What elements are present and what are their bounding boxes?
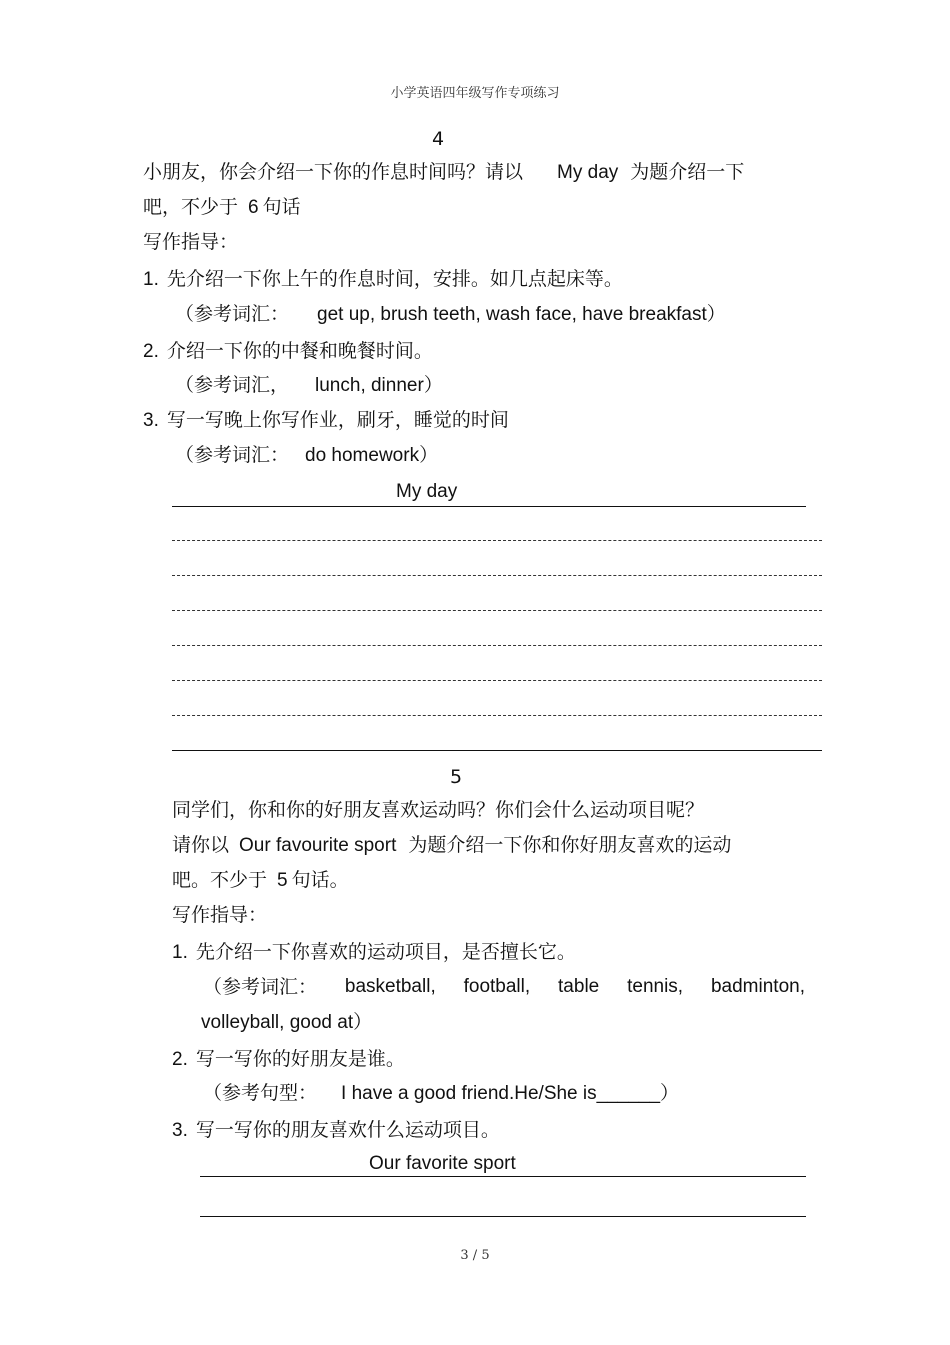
- section-4-item-1-ref: [175, 302, 726, 327]
- writing-line[interactable]: [172, 540, 822, 541]
- ref-word: basketball,: [344, 976, 436, 997]
- section-5-guide-label: 写作指导：: [172, 904, 268, 926]
- prompt-title: Our favourite sport: [239, 835, 397, 856]
- item-number: 1.: [143, 269, 159, 290]
- writing-line[interactable]: [200, 1216, 806, 1217]
- item-number: 3.: [143, 410, 159, 431]
- prompt-text: 为题介绍一下你和你好朋友喜欢的运动: [408, 834, 732, 856]
- item-text: 介绍一下你的中餐和晚餐时间。: [166, 340, 433, 362]
- item-number: 3.: [172, 1120, 188, 1141]
- item-text: 写一写晚上你写作业，刷牙，睡觉的时间: [166, 409, 509, 431]
- writing-line[interactable]: [172, 645, 822, 646]
- writing-line[interactable]: [172, 575, 822, 576]
- item-number: 1.: [172, 942, 188, 963]
- prompt-text: 为题介绍一下: [630, 161, 745, 183]
- ref-word: badminton,: [710, 976, 805, 997]
- section-4-item-2-ref: [175, 373, 443, 398]
- prompt-text: 句话。: [291, 869, 349, 891]
- prompt-text: 小朋友，你会介绍一下你的作息时间吗？请以: [143, 161, 524, 183]
- section-4-prompt-line-2: [143, 195, 301, 220]
- writing-line[interactable]: [172, 680, 822, 681]
- section-4-item-3: [143, 408, 509, 433]
- page-header: 小学英语四年级写作专项练习: [390, 86, 560, 101]
- section-5-item-2: [172, 1047, 405, 1072]
- section-4-item-3-ref: [175, 443, 438, 468]
- section-4-number: 4: [432, 128, 445, 150]
- item-text: 写一写你的好朋友是谁。: [195, 1048, 405, 1070]
- prompt-text: 吧，不少于: [143, 196, 239, 218]
- title-underline: [200, 1176, 806, 1177]
- section-5-prompt-line-1: 同学们，你和你的好朋友喜欢运动吗？你们会什么运动项目呢？: [172, 799, 705, 821]
- section-4-guide-label: 写作指导：: [143, 231, 239, 253]
- ref-label: （参考词汇，: [175, 374, 290, 396]
- section-5-item-2-ref: [203, 1081, 679, 1106]
- prompt-title: My day: [557, 162, 619, 183]
- section-5-prompt-line-3: [172, 868, 349, 893]
- prompt-text: 吧。不少于: [172, 869, 268, 891]
- writing-line[interactable]: [172, 750, 822, 751]
- item-number: 2.: [172, 1049, 188, 1070]
- section-4-item-2: [143, 339, 433, 364]
- prompt-text: 请你以: [172, 834, 230, 856]
- page-number: 3 / 5: [460, 1248, 490, 1263]
- section-4-item-1: [143, 267, 623, 292]
- ref-label: （参考句型：: [203, 1082, 318, 1104]
- ref-label: （参考词汇：: [203, 976, 318, 998]
- section-5-item-3: [172, 1118, 500, 1143]
- ref-text: get up, brush teeth, wash face, have breakfast: [317, 304, 707, 325]
- ref-end: ）: [706, 303, 726, 325]
- title-underline: [172, 506, 806, 507]
- item-text: 先介绍一下你喜欢的运动项目，是否擅长它。: [195, 941, 576, 963]
- ref-label: （参考词汇：: [175, 444, 290, 466]
- section-5-item-1-ref-cont: volleyball, good at）: [201, 1012, 373, 1033]
- prompt-text: 句话: [262, 196, 301, 218]
- item-text: 写一写你的朋友喜欢什么运动项目。: [195, 1119, 500, 1141]
- ref-end: ）: [419, 444, 439, 466]
- writing-line[interactable]: [172, 715, 822, 716]
- section-5-item-1: [172, 940, 576, 965]
- section-5-writing-title: Our favorite sport: [369, 1153, 516, 1174]
- ref-text: lunch, dinner: [315, 375, 424, 396]
- section-5-prompt-line-2: [172, 833, 731, 858]
- section-4-writing-title: My day: [396, 481, 458, 502]
- item-text: 先介绍一下你上午的作息时间，安排。如几点起床等。: [166, 268, 623, 290]
- prompt-count: 5: [277, 870, 288, 891]
- section-5-item-1-ref: [203, 975, 805, 999]
- ref-word: football,: [463, 976, 531, 997]
- prompt-count: 6: [248, 197, 259, 218]
- ref-word: tennis,: [627, 976, 684, 997]
- section-4-prompt-line-1: [143, 160, 744, 185]
- ref-text: I have a good friend.He/She is______）: [341, 1083, 680, 1104]
- section-5-number: 5: [450, 766, 463, 788]
- ref-word: table: [558, 976, 600, 997]
- ref-end: ）: [423, 374, 443, 396]
- item-number: 2.: [143, 341, 159, 362]
- ref-text: do homework: [305, 445, 420, 466]
- writing-line[interactable]: [172, 610, 822, 611]
- ref-label: （参考词汇：: [175, 303, 290, 325]
